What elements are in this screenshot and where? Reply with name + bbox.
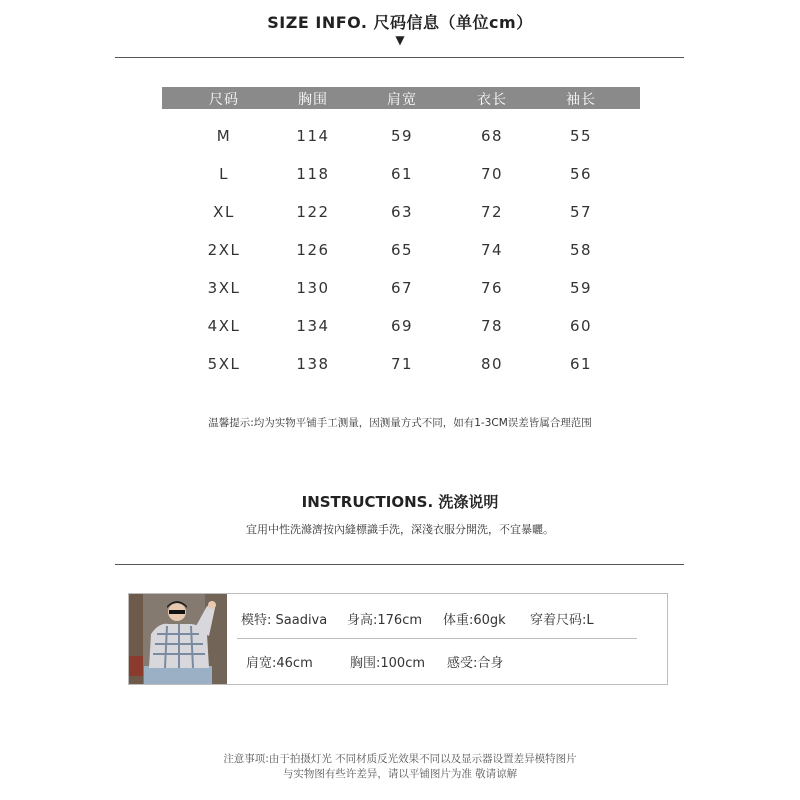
col-header-length: 衣长 bbox=[477, 92, 507, 108]
cell-size: 2XL bbox=[207, 241, 241, 259]
table-row bbox=[162, 241, 640, 263]
cell-sleeve: 61 bbox=[569, 355, 593, 373]
cell-size: 5XL bbox=[207, 355, 241, 373]
table-row bbox=[162, 317, 640, 339]
card-divider bbox=[237, 638, 637, 639]
cell-sleeve: 59 bbox=[569, 279, 593, 297]
cell-shoulder: 65 bbox=[390, 241, 414, 259]
cell-length: 68 bbox=[480, 127, 504, 145]
cell-sleeve: 57 bbox=[569, 203, 593, 221]
cell-shoulder: 67 bbox=[390, 279, 414, 297]
cell-size: 4XL bbox=[207, 317, 241, 335]
col-header-sleeve: 袖长 bbox=[566, 92, 596, 108]
cell-chest: 130 bbox=[296, 279, 330, 297]
cell-chest: 118 bbox=[296, 165, 330, 183]
cell-chest: 134 bbox=[296, 317, 330, 335]
col-header-shoulder: 肩宽 bbox=[387, 92, 417, 108]
divider-top bbox=[115, 57, 684, 58]
cell-length: 80 bbox=[480, 355, 504, 373]
cell-shoulder: 59 bbox=[390, 127, 414, 145]
table-row bbox=[162, 165, 640, 187]
cell-length: 78 bbox=[480, 317, 504, 335]
footer-note-line1: 注意事项:由于拍摄灯光 不同材质反光效果不同以及显示器设置差异模特图片 bbox=[223, 753, 577, 765]
model-info-card bbox=[128, 593, 668, 685]
cell-length: 76 bbox=[480, 279, 504, 297]
cell-chest: 122 bbox=[296, 203, 330, 221]
cell-length: 74 bbox=[480, 241, 504, 259]
cell-chest: 138 bbox=[296, 355, 330, 373]
table-row bbox=[162, 203, 640, 225]
col-header-size: 尺码 bbox=[209, 92, 239, 108]
size-table-header bbox=[162, 87, 640, 109]
cell-chest: 114 bbox=[296, 127, 330, 145]
cell-length: 70 bbox=[480, 165, 504, 183]
cell-shoulder: 71 bbox=[390, 355, 414, 373]
cell-size: L bbox=[219, 165, 229, 183]
model-shoulder: 肩宽:46cm bbox=[246, 656, 313, 671]
cell-size: XL bbox=[213, 203, 235, 221]
col-header-chest: 胸围 bbox=[298, 92, 328, 108]
table-row bbox=[162, 279, 640, 301]
washing-instructions: 宜用中性洗滌濟按內縫標識手洗，深淺衣服分開洗，不宜暴曬。 bbox=[246, 523, 554, 536]
down-arrow-icon: ▼ bbox=[395, 33, 405, 47]
model-weight: 体重:60gk bbox=[443, 613, 506, 628]
measurement-note: 温馨提示:均为实物平铺手工测量，因测量方式不同，如有1-3CM误差皆属合理范围 bbox=[208, 417, 592, 429]
model-photo bbox=[129, 594, 227, 684]
cell-sleeve: 60 bbox=[569, 317, 593, 335]
table-row bbox=[162, 127, 640, 149]
cell-sleeve: 56 bbox=[569, 165, 593, 183]
cell-size: M bbox=[216, 127, 232, 145]
cell-shoulder: 63 bbox=[390, 203, 414, 221]
divider-middle bbox=[115, 564, 684, 565]
cell-sleeve: 58 bbox=[569, 241, 593, 259]
cell-shoulder: 69 bbox=[390, 317, 414, 335]
model-height: 身高:176cm bbox=[347, 613, 423, 628]
cell-size: 3XL bbox=[207, 279, 241, 297]
model-name: 模特: Saadiva bbox=[241, 613, 328, 628]
cell-sleeve: 55 bbox=[569, 127, 593, 145]
size-info-title: SIZE INFO. 尺码信息（单位cm） bbox=[267, 13, 533, 32]
footer-note-line2: 与实物图有些许差异，请以平铺图片为准 敬请谅解 bbox=[282, 768, 518, 780]
cell-length: 72 bbox=[480, 203, 504, 221]
instructions-title: INSTRUCTIONS. 洗涤说明 bbox=[301, 493, 499, 511]
cell-shoulder: 61 bbox=[390, 165, 414, 183]
table-row bbox=[162, 355, 640, 377]
model-feel: 感受:合身 bbox=[447, 656, 504, 671]
cell-chest: 126 bbox=[296, 241, 330, 259]
model-size: 穿着尺码:L bbox=[530, 613, 594, 628]
model-chest: 胸围:100cm bbox=[350, 656, 426, 671]
